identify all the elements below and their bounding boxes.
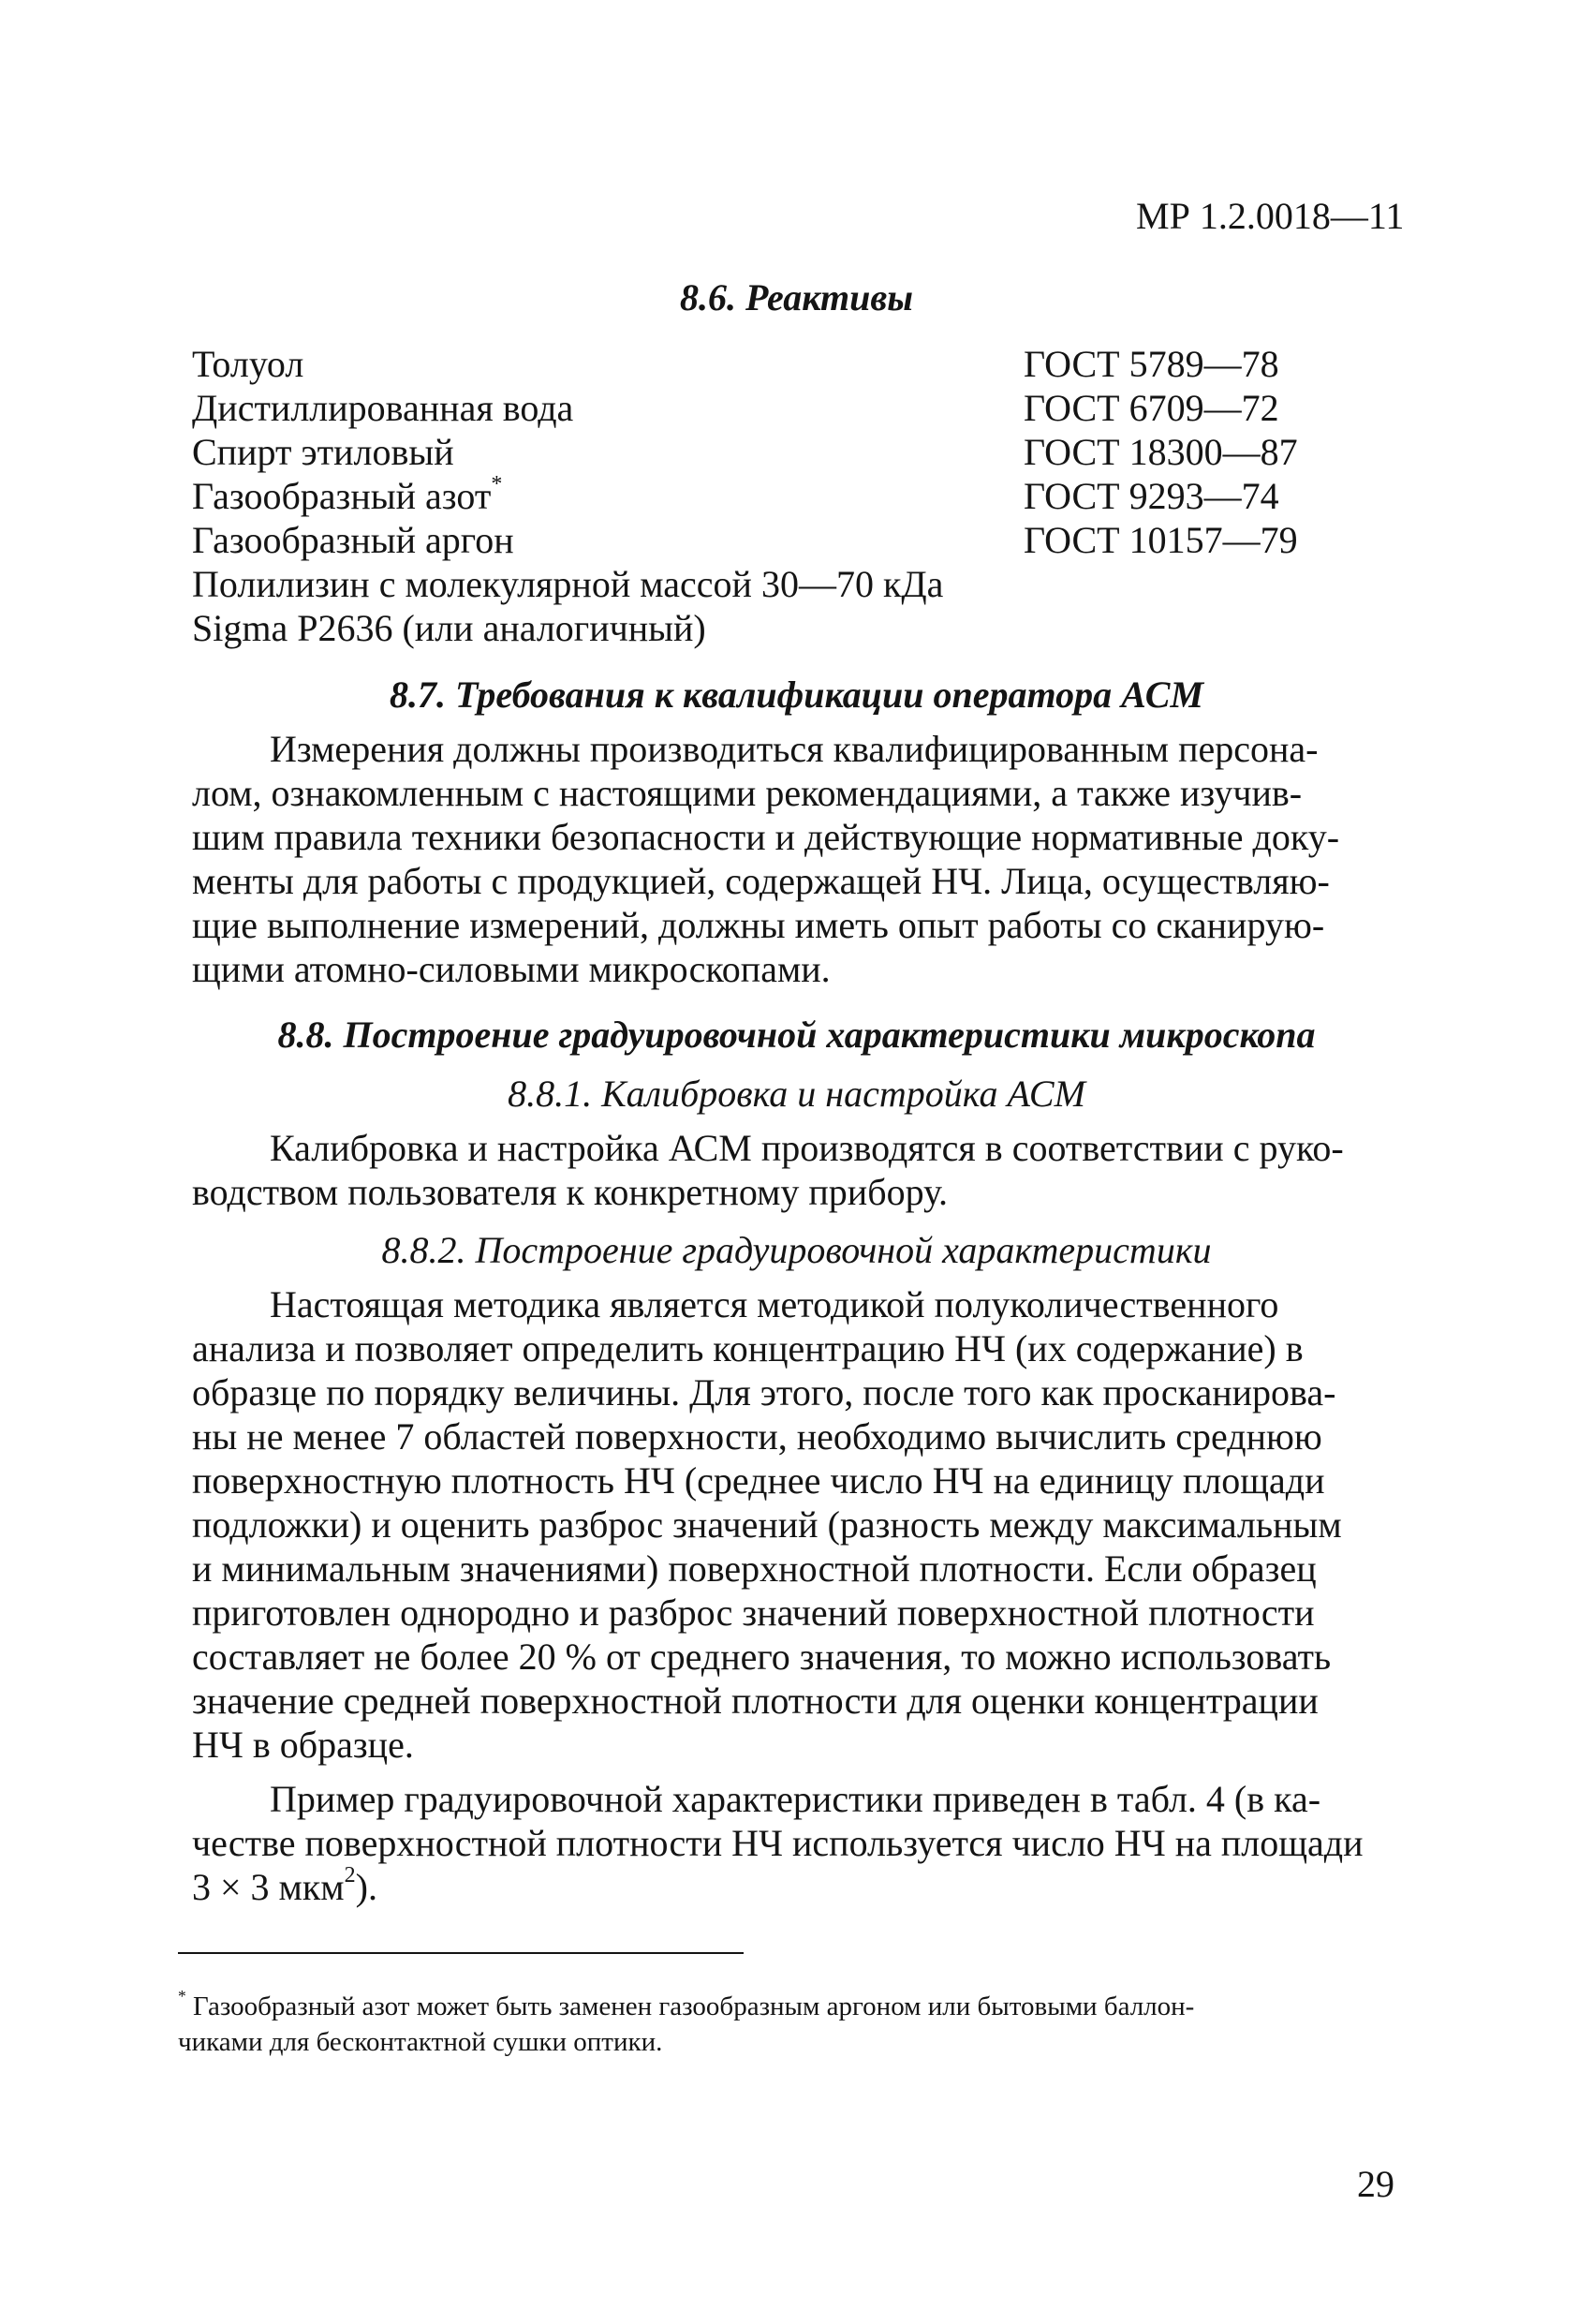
paragraph-line: водством пользователя к конкретному прибору. bbox=[192, 1171, 949, 1213]
paragraph-line bbox=[192, 1862, 377, 1910]
paragraph-line: поверхностную плотность НЧ (среднее число НЧ на единицу площади bbox=[192, 1459, 1325, 1502]
footnote-marker: * bbox=[491, 471, 503, 496]
paragraph-line: Настоящая методика является методикой полуколичественного bbox=[270, 1283, 1279, 1325]
paragraph-line: и минимальным значениями) поверхностной плотности. Если образец bbox=[192, 1547, 1317, 1590]
superscript-exponent: 2 bbox=[344, 1862, 356, 1887]
subsection-heading-curve-construction: 8.8.2. Построение градуировочной характеристики bbox=[381, 1229, 1212, 1271]
paragraph-line: образце по порядку величины. Для этого, после того как просканирова- bbox=[192, 1371, 1336, 1414]
page-number: 29 bbox=[1357, 2163, 1394, 2205]
paragraph-line: Калибровка и настройка АСМ производятся в соответствии с руко- bbox=[270, 1127, 1344, 1169]
footnote-text: Газообразный азот может быть заменен газообразным аргоном или бытовыми баллон- bbox=[192, 1991, 1195, 2021]
paragraph-line: НЧ в образце. bbox=[192, 1724, 414, 1766]
paragraph-line: менты для работы с продукцией, содержащей НЧ. Лица, осуществляю- bbox=[192, 860, 1330, 902]
paragraph-line: подложки) и оценить разброс значений (разность между максимальным bbox=[192, 1503, 1342, 1546]
subsection-heading-calibration: 8.8.1. Калибровка и настройка АСМ bbox=[508, 1073, 1085, 1115]
reagent-name: Дистиллированная вода bbox=[192, 387, 574, 429]
reagent-gost: ГОСТ 6709—72 bbox=[1024, 387, 1279, 429]
paragraph-line: составляет не более 20 % от среднего значения, то можно использовать bbox=[192, 1636, 1332, 1678]
paragraph-line: анализа и позволяет определить концентрацию НЧ (их содержание) в bbox=[192, 1327, 1304, 1369]
document-code: МР 1.2.0018—11 bbox=[1136, 195, 1405, 237]
footnote-separator bbox=[178, 1952, 744, 1954]
paragraph-line: Пример градуировочной характеристики приведен в табл. 4 (в ка- bbox=[270, 1778, 1321, 1820]
reagent-name: Толуол bbox=[192, 343, 304, 385]
reagent-name-text: Газообразный азот bbox=[192, 475, 492, 517]
reagent-name bbox=[192, 471, 503, 519]
paragraph-line: честве поверхностной плотности НЧ используется число НЧ на площади bbox=[192, 1822, 1364, 1864]
reagent-name: Полилизин с молекулярной массой 30—70 кДа bbox=[192, 563, 944, 605]
reagent-name: Спирт этиловый bbox=[192, 431, 454, 473]
area-text: 3 × 3 мкм bbox=[192, 1866, 345, 1908]
footnote-line bbox=[178, 1987, 1414, 2023]
footnote-line: чиками для бесконтактной сушки оптики. bbox=[178, 2027, 663, 2057]
paragraph-line: лом, ознакомленным с настоящими рекомендациями, а также изучив- bbox=[192, 772, 1303, 814]
closing-punctuation: ). bbox=[355, 1866, 377, 1908]
paragraph-line: Измерения должны производиться квалифицированным персона- bbox=[270, 728, 1319, 770]
paragraph-line: приготовлен однородно и разброс значений поверхностной плотности bbox=[192, 1591, 1315, 1634]
paragraph-line: щими атомно-силовыми микроскопами. bbox=[192, 948, 831, 990]
reagent-name: Газообразный аргон bbox=[192, 519, 514, 561]
reagent-gost: ГОСТ 10157—79 bbox=[1024, 519, 1298, 561]
reagent-gost: ГОСТ 18300—87 bbox=[1024, 431, 1298, 473]
paragraph-line: щие выполнение измерений, должны иметь опыт работы со сканирую- bbox=[192, 904, 1325, 946]
reagent-gost: ГОСТ 5789—78 bbox=[1024, 343, 1279, 385]
section-heading-reagents: 8.6. Реактивы bbox=[680, 276, 913, 318]
paragraph-line: значение средней поверхностной плотности для оценки концентрации bbox=[192, 1680, 1319, 1722]
footnote-marker: * bbox=[178, 1987, 186, 2006]
reagent-name: Sigma P2636 (или аналогичный) bbox=[192, 607, 706, 649]
paragraph-line: ны не менее 7 областей поверхности, необходимо вычислить среднюю bbox=[192, 1415, 1322, 1458]
reagent-gost: ГОСТ 9293—74 bbox=[1024, 475, 1279, 517]
section-heading-calibration-curve: 8.8. Построение градуировочной характеристики микроскопа bbox=[277, 1014, 1316, 1056]
section-heading-qualification: 8.7. Требования к квалификации оператора АСМ bbox=[389, 674, 1204, 716]
paragraph-line: шим правила техники безопасности и действующие нормативные доку- bbox=[192, 816, 1340, 858]
